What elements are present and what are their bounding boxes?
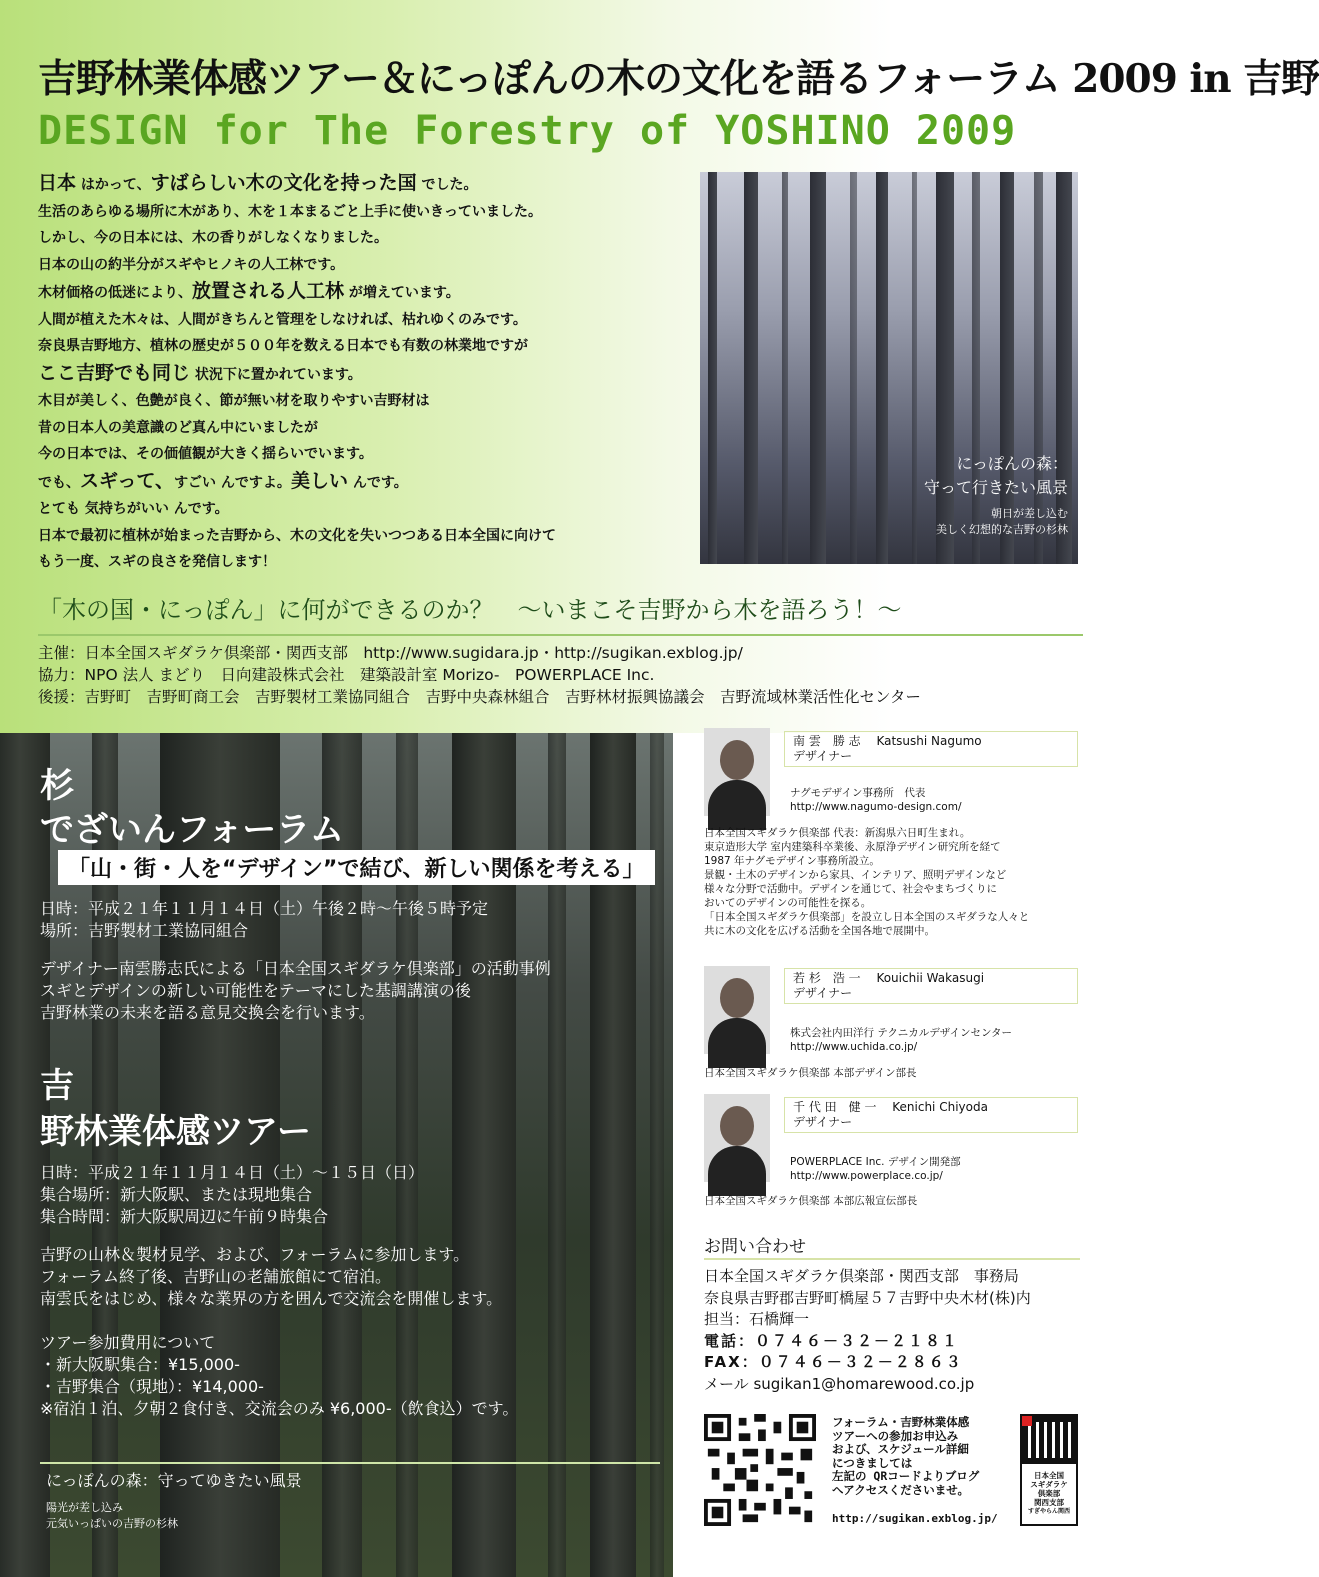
tour-description: 吉野の山林＆製材見学、および、フォーラムに参加します。 フォーラム終了後、吉野山の老舗旅館にて宿泊。 南雲氏をはじめ、様々な業界の方を囲んで交流会を開催します。 xyxy=(40,1245,503,1308)
forum-heading-1: 杉 xyxy=(40,766,74,806)
photo-top-caption-sub: 朝日が差し込む 美しく幻想的な吉野の杉林 xyxy=(936,507,1068,536)
person-name-box: 南 雲 勝 志 Katsushi Nagumo デザイナー xyxy=(784,731,1078,767)
intro-line: 人間が植えた木々は、人間がきちんと管理をしなければ、枯れゆくのみです。 xyxy=(38,311,527,328)
club-logo: 日本全国 スギダラケ 倶楽部 関西支部 すぎやらん関西 xyxy=(1020,1414,1078,1526)
qr-code-icon[interactable] xyxy=(704,1414,816,1526)
photo-top-caption-title: にっぽんの森： 守って行きたい風景 xyxy=(923,454,1068,497)
intro-line: 昔の日本人の美意識のど真ん中にいましたが xyxy=(38,419,318,436)
forum-description: デザイナー南雲勝志氏による「日本全国スギダラケ倶楽部」の活動事例 スギとデザインの新しい可能性をテーマにした基調講演の後 吉野林業の未来を語る意見交換会を行います。 xyxy=(40,959,551,1022)
divider xyxy=(40,1462,660,1464)
intro-line: 日本の山の約半分がスギやヒノキの人工林です。 xyxy=(38,256,345,273)
tagline: 「木の国・にっぽん」に何ができるのか？ ～いまこそ吉野から木を語ろう！～ xyxy=(38,596,902,624)
person-note: 日本全国スギダラケ倶楽部 本部広報宣伝部長 xyxy=(704,1195,918,1207)
intro-line: しかし、今の日本には、木の香りがしなくなりました。 xyxy=(38,230,388,246)
avatar xyxy=(704,1094,770,1182)
person-note: 日本全国スギダラケ倶楽部 本部デザイン部長 xyxy=(704,1067,917,1079)
page-title: 吉野林業体感ツアー＆にっぽんの木の文化を語るフォーラム 2009 in 吉野 xyxy=(38,56,1319,102)
person-name-box: 千 代 田 健 一 Kenichi Chiyoda デザイナー xyxy=(784,1097,1078,1133)
forest-photo-top xyxy=(700,172,1078,564)
forum-heading-2: でざいんフォーラム xyxy=(40,810,344,850)
intro-line: 木目が美しく、色艶が良く、節が無い材を取りやすい吉野材は xyxy=(38,393,430,409)
organizers: 主催：日本全国スギダラケ倶楽部・関西支部 http://www.sugidara.jp・http://sugikan.exblog.jp/ 協力：NPO 法人 まどり 日向建設株式会社 建築設計室 Morizo- POWERPLACE Inc. 後援：吉野町 吉野町商工会 吉野製材工業協同組合 吉野中央森林組合 吉野林材振興協議会 吉野流域林業活性化センター xyxy=(38,644,921,706)
person-bio: 日本全国スギダラケ倶楽部 代表：新潟県六日町生まれ。 東京造形大学 室内建築科卒業後、永原浄デザイン研究所を経て 1987 年ナグモデザイン事務所設立。 景観・土木のデザインから家具、インテリア、照明デザインなど 様々な分野で活動中。デザインを通じて、社会やまちづくりに おいてのデザインの可能性を探る。 「日本全国スギダラケ倶楽部」を設立し日本全国のスギダラな人々と 共に木の文化を広げる活動を全国各地で展開中。 xyxy=(704,827,1030,937)
person-name-box: 若 杉 浩 一 Kouichii Wakasugi デザイナー xyxy=(784,968,1078,1004)
intro-line: 日本 はかって、すばらしい木の文化を持った国 でした。 xyxy=(38,172,478,194)
tour-fees: ツアー参加費用について ・新大阪駅集合：¥15,000- ・吉野集合（現地）：¥14,000- ※宿泊１泊、夕朝２食付き、交流会のみ ¥6,000-（飲食込）です。 xyxy=(40,1333,519,1418)
person-org: ナグモデザイン事務所 代表 http://www.nagumo-design.com/ xyxy=(790,787,962,813)
intro-line: 生活のあらゆる場所に木があり、木を１本まるごと上手に使いきっていました。 xyxy=(38,203,542,220)
person-org: 株式会社内田洋行 テクニカルデザインセンター http://www.uchida.co.jp/ xyxy=(790,1027,1013,1053)
intro-line: でも、スギって、すごい んですよ。美しい んです。 xyxy=(38,469,408,492)
intro-line: ここ吉野でも同じ 状況下に置かれています。 xyxy=(38,361,362,384)
intro-line: 奈良県吉野地方、植林の歴史が５００年を数える日本でも有数の林業地ですが xyxy=(38,338,528,354)
tour-heading-1: 吉 xyxy=(40,1066,74,1106)
person-org: POWERPLACE Inc. デザイン開発部 http://www.powerplace.co.jp/ xyxy=(790,1156,961,1182)
email-link[interactable]: メール sugikan1@homarewood.co.jp xyxy=(704,1374,975,1393)
contact-info: 日本全国スギダラケ倶楽部・関西支部 事務局 奈良県吉野郡吉野町橋屋５７吉野中央木材(株)内 担当：石橋輝一 電話：０７４６－３２－２１８１ FAX：０７４６－３２－２８６３ メール sugikan1@homarewood.co.jp xyxy=(704,1266,1031,1395)
photo-bottom-caption-sub: 陽光が差し込み 元気いっぱいの吉野の杉林 xyxy=(46,1501,178,1530)
photo-bottom-caption-title: にっぽんの森：守ってゆきたい風景 xyxy=(46,1471,302,1490)
forum-subheading: 「山・街・人を“デザイン”で結び、新しい関係を考える」 xyxy=(58,850,655,885)
intro-line: とても 気持ちがいい んです。 xyxy=(38,501,229,517)
divider xyxy=(38,634,1083,636)
intro-line: 日本で最初に植林が始まった吉野から、木の文化を失いつつある日本全国に向けて xyxy=(38,527,556,544)
logo-mark-icon xyxy=(1022,1416,1076,1464)
tour-heading-2: 野林業体感ツアー xyxy=(40,1112,311,1152)
page-subtitle: DESIGN for The Forestry of YOSHINO 2009 xyxy=(38,108,1017,154)
blog-link[interactable]: http://sugikan.exblog.jp/ xyxy=(832,1512,998,1525)
divider xyxy=(704,1258,1080,1260)
intro-line: 木材価格の低迷により、放置される人工林 が増えています。 xyxy=(38,280,460,302)
intro-line: 今の日本では、その価値観が大きく揺らいでいます。 xyxy=(38,446,373,462)
intro-text xyxy=(38,170,688,576)
qr-instructions: フォーラム・吉野林業体感 ツアーへの参加お申込み および、スケジュール詳細 につきましては 左記の QRコードよりブログ へアクセスくださいませ。 xyxy=(832,1415,980,1497)
tour-details: 日時：平成２１年１１月１４日（土）～１５日（日） 集合場所：新大阪駅、または現地集合 集合時間：新大阪駅周辺に午前９時集合 xyxy=(40,1163,425,1226)
avatar xyxy=(704,966,770,1054)
intro-line: もう一度、スギの良さを発信します！ xyxy=(38,554,276,570)
forum-details: 日時：平成２１年１１月１４日（土）午後２時～午後５時予定 場所：吉野製材工業協同組合 xyxy=(40,899,489,940)
contact-heading: お問い合わせ xyxy=(704,1237,806,1257)
avatar xyxy=(704,728,770,816)
